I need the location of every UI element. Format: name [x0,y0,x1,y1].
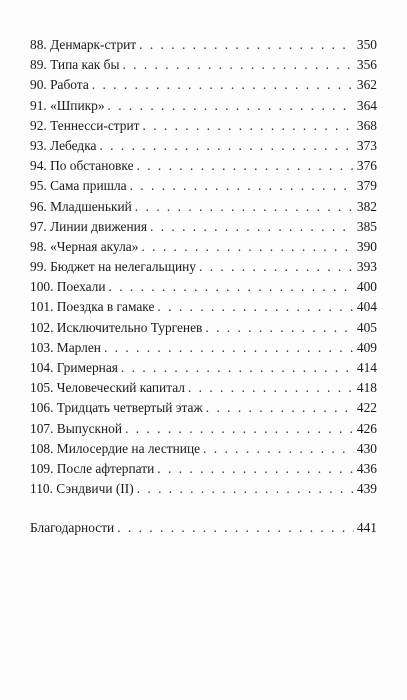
dot-leader [125,420,354,437]
toc-entry [30,440,377,457]
toc-entry-title: 107. Выпускной [30,420,123,436]
toc-entry-title: 96. Младшенький [30,198,132,214]
toc-entry [30,137,377,154]
toc-entry [30,198,377,215]
toc-entry-title: 106. Тридцать четвертый этаж [30,400,203,416]
dot-leader [92,76,354,93]
toc-entry-title: 95. Сама пришла [30,178,127,194]
toc-entry-page: 430 [356,440,377,456]
table-of-contents [30,36,377,497]
dot-leader [139,36,354,53]
toc-entry-title: 98. «Черная акула» [30,238,139,254]
toc-entry-page: 441 [356,520,377,535]
dot-leader [137,480,354,497]
dot-leader [130,177,354,194]
dot-leader [135,198,354,215]
toc-entry [30,117,377,134]
acknowledgements-section [30,519,377,536]
toc-entry [30,339,377,356]
toc-entry-page: 356 [356,57,377,73]
toc-entry [30,278,377,295]
toc-entry-title: 88. Денмарк-стрит [30,37,137,52]
dot-leader [199,258,354,275]
toc-entry-title: 100. Поехали [30,279,106,295]
toc-entry-page: 390 [356,238,377,254]
toc-entry-page: 393 [356,259,377,275]
dot-leader [108,97,354,114]
toc-entry-page: 382 [356,198,377,214]
toc-entry [30,420,377,437]
dot-leader [137,157,354,174]
dot-leader [104,339,354,356]
toc-entry-title: 90. Работа [30,77,89,93]
toc-entry-title: 94. По обстановке [30,158,134,174]
dot-leader [99,137,353,154]
toc-entry-title: 102. Исключительно Тургенев [30,319,203,335]
toc-entry-acknowledgements [30,519,377,536]
dot-leader [143,117,354,134]
toc-entry-title: 103. Марлен [30,339,101,355]
toc-entry-title: 97. Линии движения [30,218,147,234]
toc-entry-title: 104. Гримерная [30,360,118,375]
toc-entry-title: 105. Человеческий капитал [30,380,185,396]
toc-entry-page: 379 [356,178,377,194]
toc-entry-page: 426 [356,420,377,436]
dot-leader [121,359,354,376]
toc-entry-page: 404 [356,299,377,315]
toc-entry [30,298,377,315]
toc-entry-page: 385 [356,218,377,234]
toc-entry [30,177,377,194]
toc-entry-title: 99. Бюджет на нелегальщину [30,259,197,275]
toc-entry [30,238,377,255]
toc-entry [30,359,377,376]
toc-entry-page: 373 [356,137,377,153]
toc-entry [30,76,377,93]
toc-entry [30,157,377,174]
toc-entry-title: Благодарности [30,520,115,535]
dot-leader [122,56,353,73]
toc-entry-page: 409 [356,339,377,355]
toc-entry-page: 364 [356,97,377,113]
toc-entry-title: 92. Теннесси-стрит [30,117,140,133]
dot-leader [203,440,354,457]
toc-entry [30,399,377,416]
toc-entry-page: 439 [356,481,377,497]
toc-entry-page: 422 [356,400,377,416]
toc-entry-page: 436 [356,460,377,476]
toc-entry-page: 368 [356,117,377,133]
dot-leader [206,399,354,416]
toc-entry-page: 414 [356,360,377,375]
toc-entry [30,56,377,73]
toc-entry-page: 376 [356,158,377,174]
toc-entry-page: 405 [356,319,377,335]
toc-entry-title: 110. Сэндвичи (II) [30,481,134,497]
toc-entry [30,36,377,53]
toc-entry [30,460,377,477]
dot-leader [109,278,354,295]
toc-entry-title: 91. «Шпикр» [30,97,105,113]
toc-entry-title: 93. Лебедка [30,137,97,153]
toc-entry-title: 109. После афтерпати [30,460,155,476]
toc-entry-page: 400 [356,279,377,295]
toc-entry-title: 89. Типа как бы [30,57,120,73]
dot-leader [150,218,354,235]
dot-leader [157,298,353,315]
toc-entry-page: 350 [356,37,377,52]
toc-entry [30,218,377,235]
toc-entry [30,258,377,275]
toc-entry [30,379,377,396]
dot-leader [205,319,354,336]
toc-entry-title: 108. Милосердие на лестнице [30,440,201,456]
toc-entry-page: 418 [356,380,377,396]
toc-entry-title: 101. Поездка в гамаке [30,299,155,315]
dot-leader [188,379,354,396]
toc-entry-page: 362 [356,77,377,93]
dot-leader [157,460,354,477]
toc-entry [30,97,377,114]
toc-entry [30,480,377,497]
dot-leader [141,238,353,255]
dot-leader [117,519,354,536]
toc-entry [30,319,377,336]
